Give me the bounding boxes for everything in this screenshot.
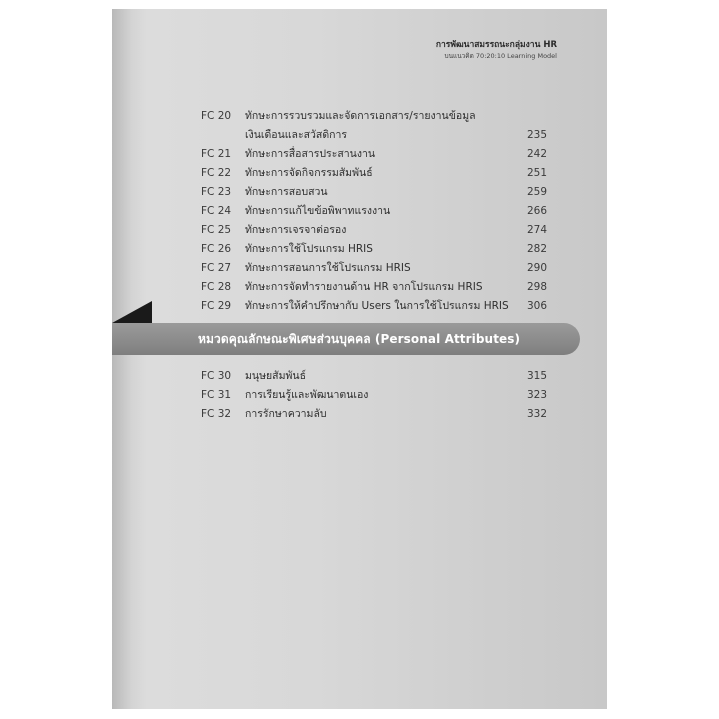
toc-entry-title-line: การรักษาความลับ — [245, 408, 327, 420]
toc-entry-code: FC 28 — [201, 281, 232, 293]
toc-entry-title — [245, 278, 513, 297]
toc-entry-title — [245, 240, 513, 259]
toc-entry-page: 290 — [526, 262, 547, 274]
toc-entry-title-line: ทักษะการให้คำปรึกษากับ Users ในการใช้โปรแกรม HRIS — [245, 300, 509, 312]
toc-entry-title — [245, 367, 513, 386]
header-title: การพัฒนาสมรรถนะกลุ่มงาน HR — [435, 40, 557, 50]
toc-entry-page: 306 — [526, 300, 547, 312]
toc-entry — [201, 107, 547, 145]
section-title: หมวดคุณลักษณะพิเศษส่วนบุคคล (Personal Attributes) — [198, 331, 521, 346]
toc-entry-code: FC 26 — [201, 243, 232, 255]
book-page — [112, 9, 607, 709]
toc-entry-title-line: ทักษะการจัดทำรายงานด้าน HR จากโปรแกรม HRIS — [245, 281, 483, 293]
toc-entry-title — [245, 164, 513, 183]
toc-entry-code: FC 22 — [201, 167, 232, 179]
toc-entry-page: 235 — [526, 129, 547, 141]
toc-entry-title-line: การเรียนรู้และพัฒนาตนเอง — [245, 389, 369, 401]
toc-entry-code: FC 21 — [201, 148, 232, 160]
toc-entry-title-line: ทักษะการสอบสวน — [245, 186, 328, 198]
toc-entry-title — [245, 183, 513, 202]
toc-entry-title — [245, 297, 513, 316]
toc-entry-code: FC 29 — [201, 300, 232, 312]
toc-entry-title — [245, 145, 513, 164]
toc-entry — [201, 221, 547, 240]
toc-entry — [201, 202, 547, 221]
toc-entry-page: 259 — [526, 186, 547, 198]
toc-entry-code: FC 20 — [201, 110, 232, 122]
toc-entry-title-line: ทักษะการสื่อสารประสานงาน — [245, 148, 376, 160]
toc-entry-title-line: ทักษะการใช้โปรแกรม HRIS — [245, 243, 373, 255]
toc-entry-title — [245, 221, 513, 240]
toc-entry — [201, 240, 547, 259]
toc-entry-title-line: ทักษะการจัดกิจกรรมสัมพันธ์ — [245, 167, 373, 179]
toc-entry-page: 298 — [526, 281, 547, 293]
toc-entry-page: 242 — [526, 148, 547, 160]
toc-entry — [201, 367, 547, 386]
toc-entry-page: 251 — [526, 167, 547, 179]
section-header-bar — [112, 323, 580, 355]
toc-entry — [201, 297, 547, 316]
toc-entry-title-line: ทักษะการเจรจาต่อรอง — [245, 224, 347, 236]
toc-entry-title — [245, 202, 513, 221]
toc-entry-page: 315 — [526, 370, 547, 382]
toc-entry — [201, 145, 547, 164]
toc-entry-title-line: ทักษะการแก้ไขข้อพิพาทแรงงาน — [245, 205, 391, 217]
toc-entry — [201, 259, 547, 278]
section-tab-wedge — [112, 301, 152, 323]
toc-entry-title-line: มนุษยสัมพันธ์ — [245, 370, 307, 382]
toc-entry-page: 332 — [526, 408, 547, 420]
toc-entry-code: FC 30 — [201, 370, 232, 382]
header-subtitle: บนแนวคิด 70:20:10 Learning Model — [444, 52, 557, 60]
toc-entry-page: 282 — [526, 243, 547, 255]
toc-entry-title-line: ทักษะการรวบรวมและจัดการเอกสาร/รายงานข้อมูล — [245, 110, 476, 122]
toc-entry-title-line: ทักษะการสอนการใช้โปรแกรม HRIS — [245, 262, 411, 274]
toc-entry — [201, 405, 547, 424]
toc-entry — [201, 278, 547, 297]
toc-entry-title — [245, 107, 513, 145]
running-header — [436, 39, 557, 61]
toc-entry-title — [245, 259, 513, 278]
toc-entry-code: FC 27 — [201, 262, 232, 274]
toc-entry — [201, 164, 547, 183]
toc-entry-code: FC 24 — [201, 205, 232, 217]
toc-entry-code: FC 32 — [201, 408, 232, 420]
table-of-contents-part2 — [201, 367, 547, 424]
toc-entry-title-line: เงินเดือนและสวัสดิการ — [245, 129, 348, 141]
toc-entry-title — [245, 405, 513, 424]
toc-entry — [201, 183, 547, 202]
toc-entry-page: 266 — [526, 205, 547, 217]
table-of-contents-part1 — [201, 107, 547, 316]
toc-entry-page: 274 — [526, 224, 547, 236]
toc-entry-code: FC 25 — [201, 224, 232, 236]
toc-entry-title — [245, 386, 513, 405]
toc-entry — [201, 386, 547, 405]
toc-entry-code: FC 31 — [201, 389, 232, 401]
toc-entry-code: FC 23 — [201, 186, 232, 198]
toc-entry-page: 323 — [526, 389, 547, 401]
